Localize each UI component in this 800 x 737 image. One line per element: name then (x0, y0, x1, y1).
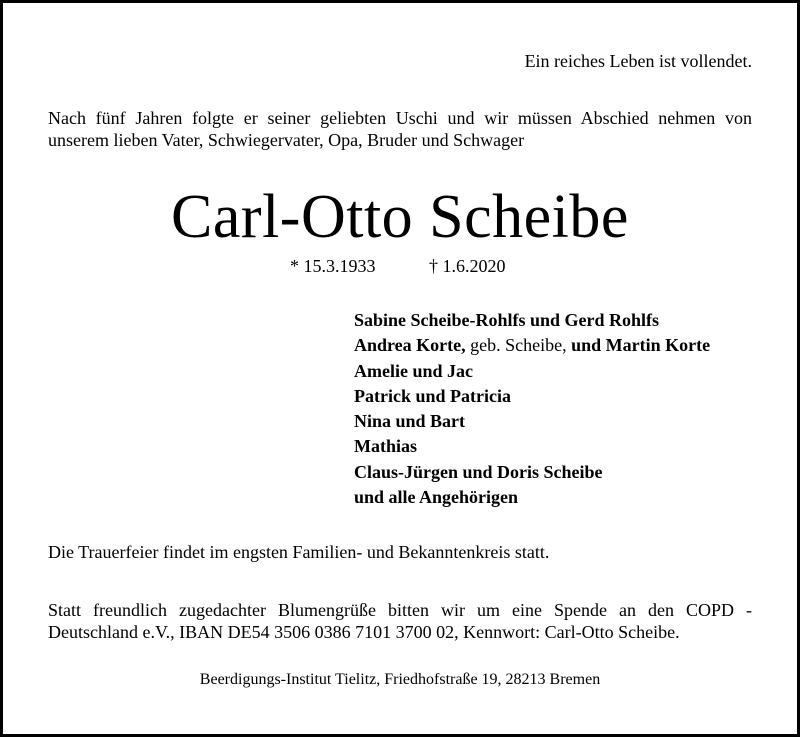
mourner-maiden-name: geb. Scheibe, (465, 335, 572, 356)
mourner-line (354, 308, 710, 333)
motto-line: Ein reiches Leben ist vollendet. (524, 51, 752, 71)
donation-line-2: Deutschland e.V., IBAN DE54 3506 0386 7101 3700 02, Kennwort: Carl-Otto Scheibe. (48, 622, 680, 642)
mourner-names: und Martin Korte (571, 335, 711, 356)
mourner-names: Amelie und Jac (354, 360, 473, 381)
intro-line-1: Nach fünf Jahren folgte er seiner geliebten Uschi und wir müssen Abschied nehmen von (48, 108, 752, 128)
mourner-names: und alle Angehörigen (354, 487, 519, 508)
mourner-line (354, 485, 710, 510)
mourner-names: Sabine Scheibe-Rohlfs und Gerd Rohlfs (354, 310, 660, 330)
intro-paragraph (48, 107, 752, 151)
funeral-institute: Beerdigungs-Institut Tielitz, Friedhofstraße 19, 28213 Bremen (199, 671, 601, 688)
donation-line-1: Statt freundlich zugedachter Blumengrüße bitten wir um eine Spende an den COPD - (48, 600, 752, 620)
mourner-names: Mathias (354, 436, 417, 457)
mourner-names: Patrick und Patricia (354, 385, 511, 406)
mourner-names: Claus-Jürgen und Doris Scheibe (354, 461, 603, 482)
deceased-name: Carl-Otto Scheibe (171, 183, 629, 251)
mourners-list (354, 308, 710, 510)
mourner-names: Andrea Korte, (354, 335, 466, 356)
mourner-line (354, 333, 710, 358)
mourner-line (354, 460, 710, 485)
mourner-names: Nina und Bart (354, 411, 466, 432)
mourner-line (354, 359, 710, 384)
intro-line-2: unserem lieben Vater, Schwiegervater, Opa, Bruder und Schwager (48, 130, 525, 150)
ceremony-notice: Die Trauerfeier findet im engsten Familien- und Bekanntenkreis statt. (48, 542, 550, 562)
death-date: † 1.6.2020 (429, 256, 506, 276)
mourner-line (354, 434, 710, 459)
donation-paragraph (48, 599, 752, 643)
mourner-line (354, 409, 710, 434)
life-dates (3, 255, 800, 279)
birth-date: * 15.3.1933 (290, 256, 376, 276)
mourner-line (354, 384, 710, 409)
